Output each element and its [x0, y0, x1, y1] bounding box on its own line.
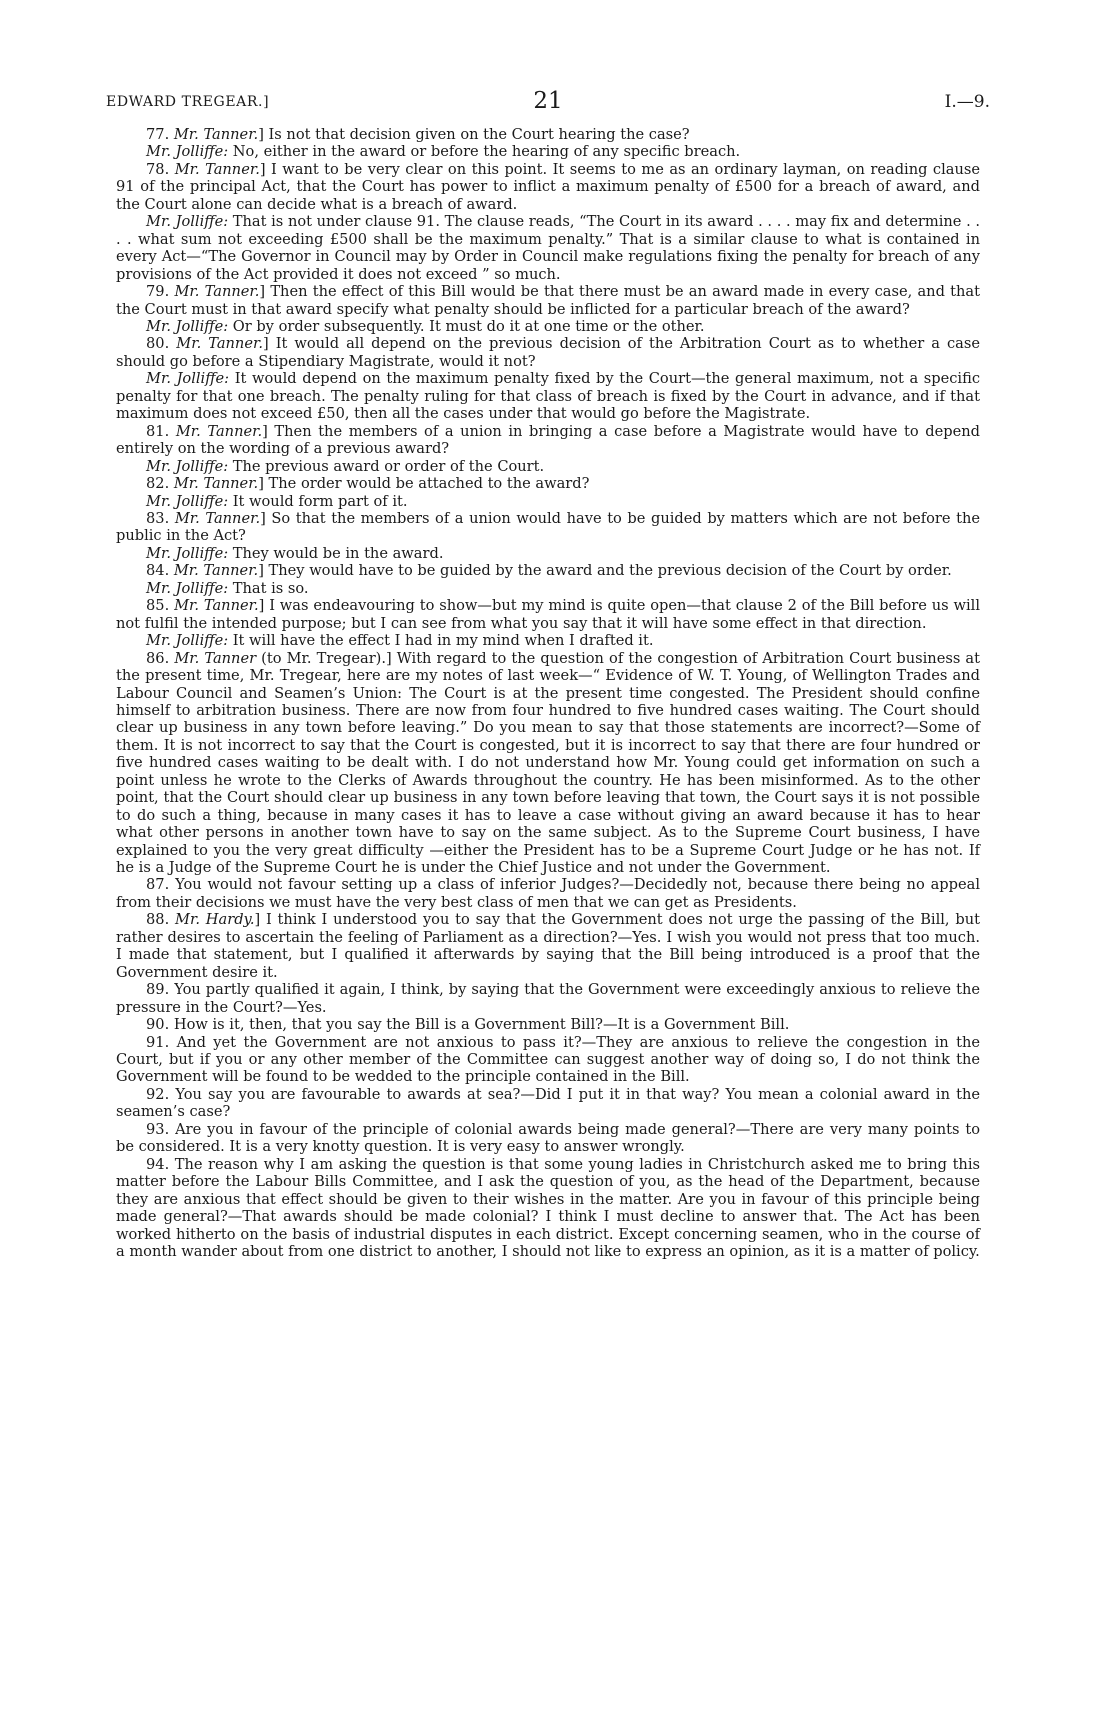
speaker: Mr. Jolliffe:	[146, 143, 229, 161]
paragraph: 89. You partly qualified it again, I think, by saying that the Government were exceedingly anxious to relieve the pressure in the Court?—Yes.	[116, 981, 980, 1016]
document-page	[106, 88, 990, 1260]
paragraph: 85. Mr. Tanner.] I was endeavouring to show—but my mind is quite open—that clause 2 of the Bill before us will not fulfil the intended purpose; but I can see from what you say that it will have some effect in that direction.	[116, 597, 981, 632]
paragraph: 87. You would not favour setting up a class of inferior Judges?—Decidedly not, because there being no appeal from their decisions we must have the very best class of men that we can get as Presidents.	[116, 876, 980, 911]
speaker: Mr. Tanner	[174, 649, 257, 667]
paragraph: Mr. Jolliffe: It would form part of it.	[146, 492, 408, 510]
speaker: Mr. Tanner.	[175, 422, 263, 440]
paragraph: 92. You say you are favourable to awards at sea?—Did I put it in that way? You mean a colonial award in the seamen’s case?	[116, 1085, 980, 1121]
paragraph: Mr. Jolliffe: It will have the effect I had in my mind when I drafted it.	[146, 632, 654, 650]
paragraph: 82. Mr. Tanner.] The order would be attached to the award?	[146, 475, 590, 493]
paragraph: 84. Mr. Tanner.] They would have to be guided by the award and the previous decision of the Court by order.	[146, 562, 952, 580]
speaker: Mr. Jolliffe:	[146, 544, 229, 562]
paragraph: Mr. Jolliffe: The previous award or order of the Court.	[146, 457, 545, 475]
speaker: Mr. Jolliffe:	[146, 457, 229, 475]
speaker: Mr. Jolliffe:	[146, 213, 229, 231]
speaker: Mr. Tanner.	[176, 335, 263, 353]
paragraph: Mr. Jolliffe: That is so.	[146, 579, 309, 597]
speaker: Mr. Tanner.	[173, 475, 259, 493]
speaker: Mr. Tanner.	[174, 160, 260, 178]
speaker: Mr. Tanner.	[174, 597, 259, 615]
paragraph: 78. Mr. Tanner.] I want to be very clear on this point. It seems to me as an ordinary layman, on reading clause 91 of the principal Act, that the Court has power to inflict a maximum penalty of £500 for a breach of award, and the Court alone can decide what is a breach of award.	[116, 160, 980, 213]
paragraph: 80. Mr. Tanner.] It would all depend on the previous decision of the Arbitration Court as to whether a case should go before a Stipendiary Magistrate, would it not?	[116, 335, 980, 370]
paper-reference: I.—9.	[944, 92, 990, 112]
speaker: Mr. Jolliffe:	[146, 317, 229, 335]
paragraph: 79. Mr. Tanner.] Then the effect of this Bill would be that there must be an award made in every case, and that the Court must in that award specify what penalty should be inflicted for a particular breach of the award?	[116, 283, 980, 318]
paragraph: Mr. Jolliffe: Or by order subsequently. It must do it at one time or the other.	[146, 317, 705, 335]
paragraph: 88. Mr. Hardy.] I think I understood you to say that the Government does not urge the passing of the Bill, but rather desires to ascertain the feeling of Parliament as a direction?—Yes. I wish you would not press that too much. I made that statement, but I qualified it afterwards by saying that the Bill being introduced is a proof that the Government desire it.	[116, 911, 980, 981]
speaker: Mr. Tanner.	[173, 562, 259, 580]
header-witness-name: EDWARD TREGEAR.]	[106, 94, 270, 110]
paragraph: 83. Mr. Tanner.] So that the members of a union would have to be guided by matters which are not before the public in the Act?	[116, 509, 981, 545]
speaker: Mr. Tanner.	[174, 283, 260, 301]
paragraph: Mr. Jolliffe: That is not under clause 91. The clause reads, “The Court in its award . . . . may fix and determine . . . . what sum not exceeding £500 shall be the maximum penalty.” That is a similar clause to what is contained in every Act—“The Governor in Council may by Order in Council make regulations fixing the penalty for breach of any provisions of the Act provided it does not exceed ” so much.	[116, 213, 980, 283]
paragraph: 77. Mr. Tanner.] Is not that decision given on the Court hearing the case?	[146, 126, 690, 143]
paragraph: Mr. Jolliffe: They would be in the award.	[146, 544, 444, 562]
paragraph: 94. The reason why I am asking the question is that some young ladies in Christchurch asked me to bring this matter before the Labour Bills Committee, and I ask the question of you, as the head of the Department, because they are anxious that effect should be given to their wishes in the matter. Are you in favour of this principle being made general?—That awards should be made colonial? I think I must decline to answer that. The Act has been worked hitherto on the basis of industrial disputes in each district. Except concerning seamen, who in the course of a month wander about from one district to another, I should not like to express an opinion, as it is a matter of policy.	[116, 1155, 980, 1260]
page-number: 21	[533, 88, 563, 114]
speaker: Mr. Jolliffe:	[146, 492, 229, 510]
paragraph: Mr. Jolliffe: No, either in the award or before the hearing of any specific breach.	[146, 143, 741, 161]
minutes-of-evidence	[116, 126, 980, 1260]
speaker: Mr. Tanner.	[174, 509, 261, 527]
speaker: Mr. Hardy.	[175, 911, 255, 929]
speaker: Mr. Jolliffe:	[146, 632, 229, 650]
paragraph: Mr. Jolliffe: It would depend on the maximum penalty fixed by the Court—the general maximum, not a specific penalty for that one breach. The penalty ruling for that class of breach is fixed by the Court in advance, and if that maximum does not exceed £50, then all the cases under that would go before the Magistrate.	[116, 370, 980, 423]
paragraph: 81. Mr. Tanner.] Then the members of a union in bringing a case before a Magistrate would have to depend entirely on the wording of a previous award?	[116, 422, 980, 458]
paragraph: 93. Are you in favour of the principle of colonial awards being made general?—There are very many points to be considered. It is a very knotty question. It is very easy to answer wrongly.	[116, 1120, 980, 1156]
page-header	[106, 88, 990, 126]
paragraph: 91. And yet the Government are not anxious to pass it?—They are anxious to relieve the congestion in the Court, but if you or any other member of the Committee can suggest another way of doing so, I do not think the Government will be found to be wedded to the principle contained in the Bill.	[116, 1033, 980, 1086]
speaker: Mr. Tanner.	[173, 126, 259, 143]
paragraph: 86. Mr. Tanner (to Mr. Tregear).] With regard to the question of the congestion of Arbitration Court business at the present time, Mr. Tregear, here are my notes of last week—“ Evidence of W. T. Young, of Wellington Trades and Labour Council and Seamen’s Union: The Court is at the present time congested. The President should confine himself to arbitration business. There are now from four hundred to five hundred cases waiting. The Court should clear up business in any town before leaving.” Do you mean to say that those statements are incorrect?—Some of them. It is not incorrect to say that the Court is congested, but it is incorrect to say that there are four hundred or five hundred cases waiting to be dealt with. I do not understand how Mr. Young could get information on such a point unless he wrote to the Clerks of Awards throughout the country. He has been misinformed. As to the other point, that the Court should clear up business in any town before leaving that town, the Court says it is not possible to do such a thing, because in many cases it has to leave a case without giving an award because it has to hear what other persons in another town have to say on the same subject. As to the Supreme Court business, I have explained to you the very great difficulty —either the President has to be a Supreme Court Judge or he has not. If he is a Judge of the Supreme Court he is under the Chief Justice and not under the Government.	[116, 649, 980, 877]
speaker: Mr. Jolliffe:	[146, 579, 229, 597]
speaker: Mr. Jolliffe:	[146, 370, 230, 388]
paragraph: 90. How is it, then, that you say the Bill is a Government Bill?—It is a Government Bill.	[146, 1016, 790, 1034]
